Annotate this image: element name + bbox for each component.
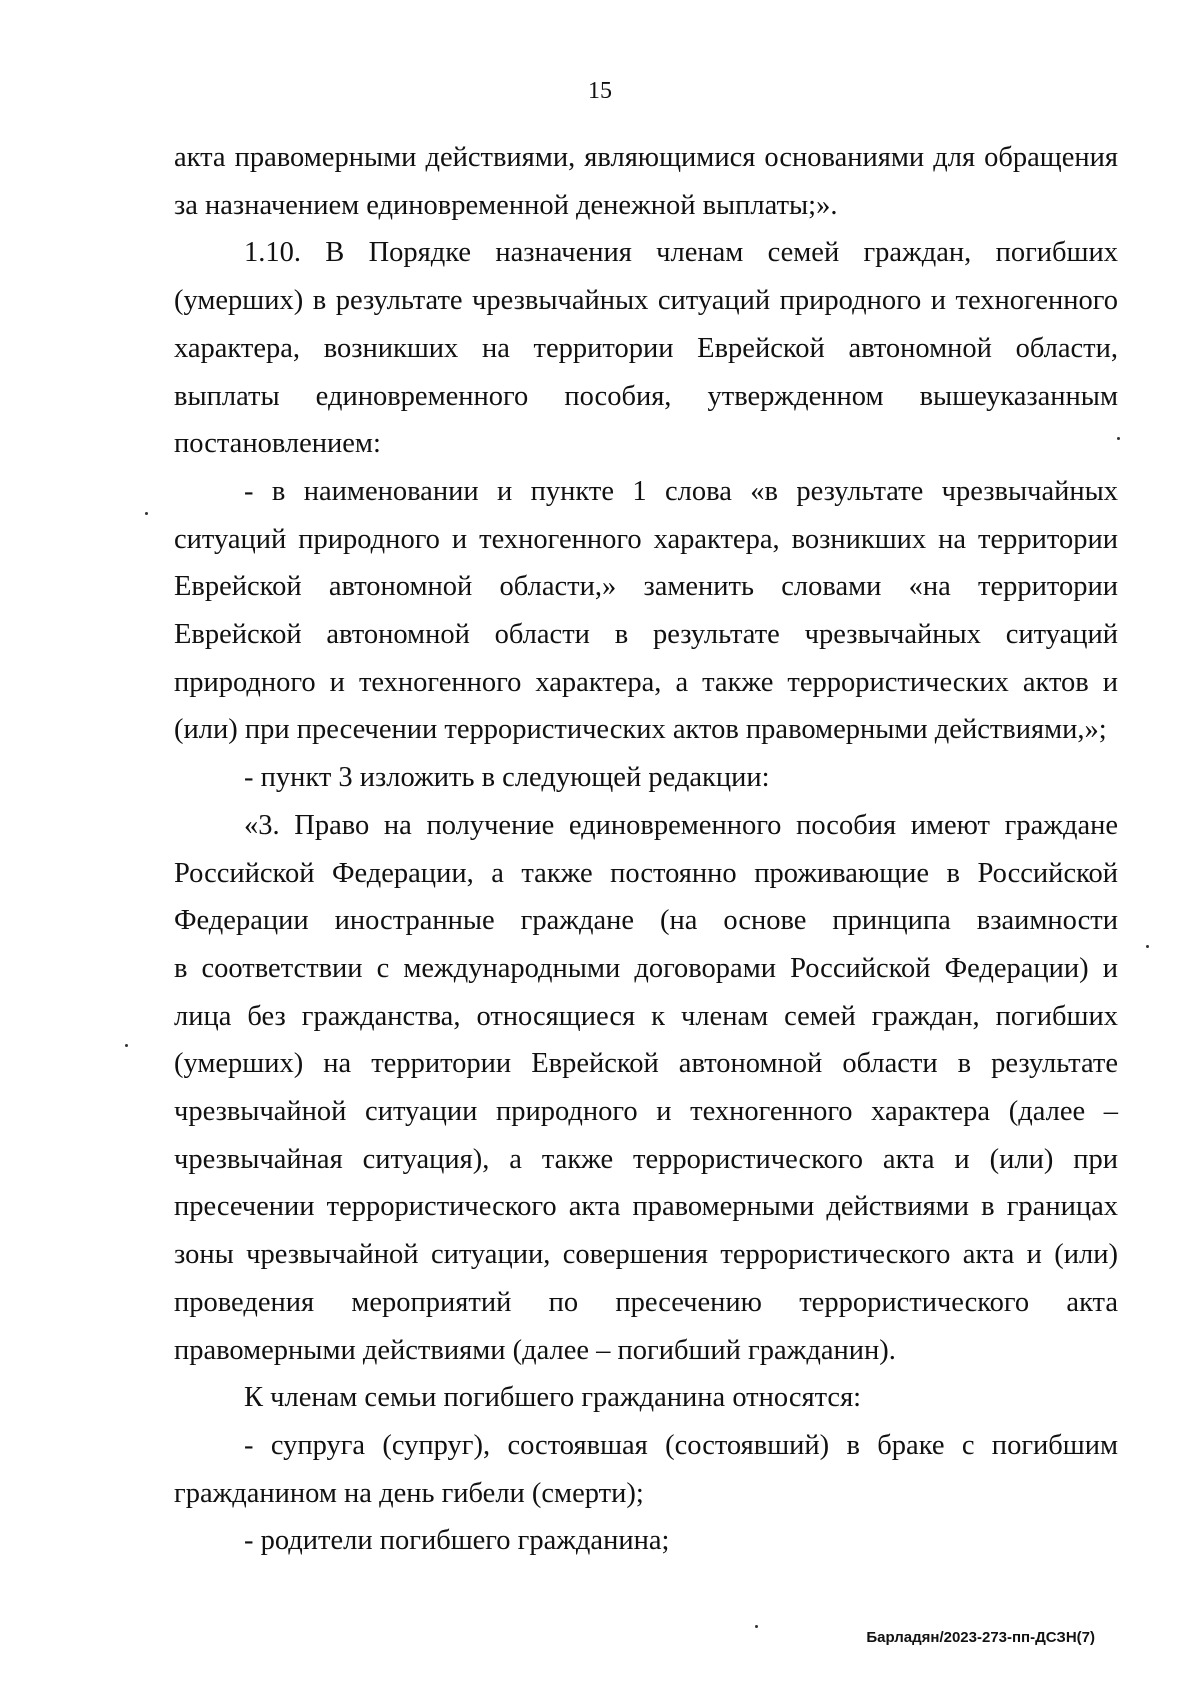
document-body — [174, 134, 1118, 1565]
text-line: за назначением единовременной денежной выплаты;». — [174, 189, 838, 221]
text-line: выплаты единовременного пособия, утвержденном вышеуказанным — [174, 380, 1118, 412]
text-line: Еврейской автономной области в результате чрезвычайных ситуаций — [174, 619, 1118, 651]
text-line: К членам семьи погибшего гражданина относятся: — [244, 1382, 862, 1414]
text-line: лица без гражданства, относящиеся к членам семей граждан, погибших — [174, 1000, 1118, 1032]
text-line: чрезвычайная ситуация), а также террористического акта и (или) при — [174, 1143, 1118, 1175]
text-line: - родители погибшего гражданина; — [244, 1525, 670, 1557]
scan-speck — [755, 1625, 758, 1628]
text-line: в соответствии с международными договорами Российской Федерации) и — [174, 952, 1118, 984]
text-line: чрезвычайной ситуации природного и техногенного характера (далее – — [174, 1096, 1118, 1128]
text-line: проведения мероприятий по пресечению террористического акта — [174, 1286, 1118, 1318]
text-line: Еврейской автономной области,» заменить словами «на территории — [174, 571, 1118, 603]
text-line: 1.10. В Порядке назначения членам семей граждан, погибших — [244, 237, 1118, 269]
text-line: природного и техногенного характера, а также террористических актов и — [174, 666, 1118, 698]
text-line: пресечении террористического акта правомерными действиями в границах — [174, 1191, 1118, 1223]
text-line: (умерших) на территории Еврейской автономной области в результате — [174, 1048, 1118, 1080]
text-line: - в наименовании и пункте 1 слова «в результате чрезвычайных — [244, 475, 1118, 507]
text-line: Федерации иностранные граждане (на основе принципа взаимности — [174, 905, 1118, 937]
scan-speck — [125, 1044, 128, 1047]
text-line: правомерными действиями (далее – погибший гражданин). — [174, 1334, 896, 1366]
text-line: «3. Право на получение единовременного пособия имеют граждане — [244, 809, 1118, 841]
document-id-footer: Барладян/2023-273-пп-ДСЗН(7) — [866, 1629, 1095, 1646]
page-number: 15 — [588, 78, 612, 104]
text-line: акта правомерными действиями, являющимися основаниями для обращения — [174, 142, 1118, 173]
text-line: - пункт 3 изложить в следующей редакции: — [244, 762, 770, 794]
text-line: ситуаций природного и техногенного характера, возникших на территории — [174, 523, 1118, 555]
scan-speck — [145, 512, 148, 515]
text-line: характера, возникших на территории Еврейской автономной области, — [174, 332, 1118, 364]
text-line: постановлением: — [174, 428, 381, 460]
text-line: Российской Федерации, а также постоянно проживающие в Российской — [174, 857, 1118, 889]
text-line: гражданином на день гибели (смерти); — [174, 1477, 644, 1509]
text-line: зоны чрезвычайной ситуации, совершения террористического акта и (или) — [174, 1239, 1118, 1271]
text-line: (умерших) в результате чрезвычайных ситуаций природного и техногенного — [174, 285, 1118, 317]
scan-speck — [1117, 437, 1120, 440]
text-line: (или) при пресечении террористических актов правомерными действиями,»; — [174, 714, 1107, 746]
scan-speck — [1146, 945, 1149, 948]
text-line: - супруга (супруг), состоявшая (состоявший) в браке с погибшим — [244, 1429, 1118, 1461]
